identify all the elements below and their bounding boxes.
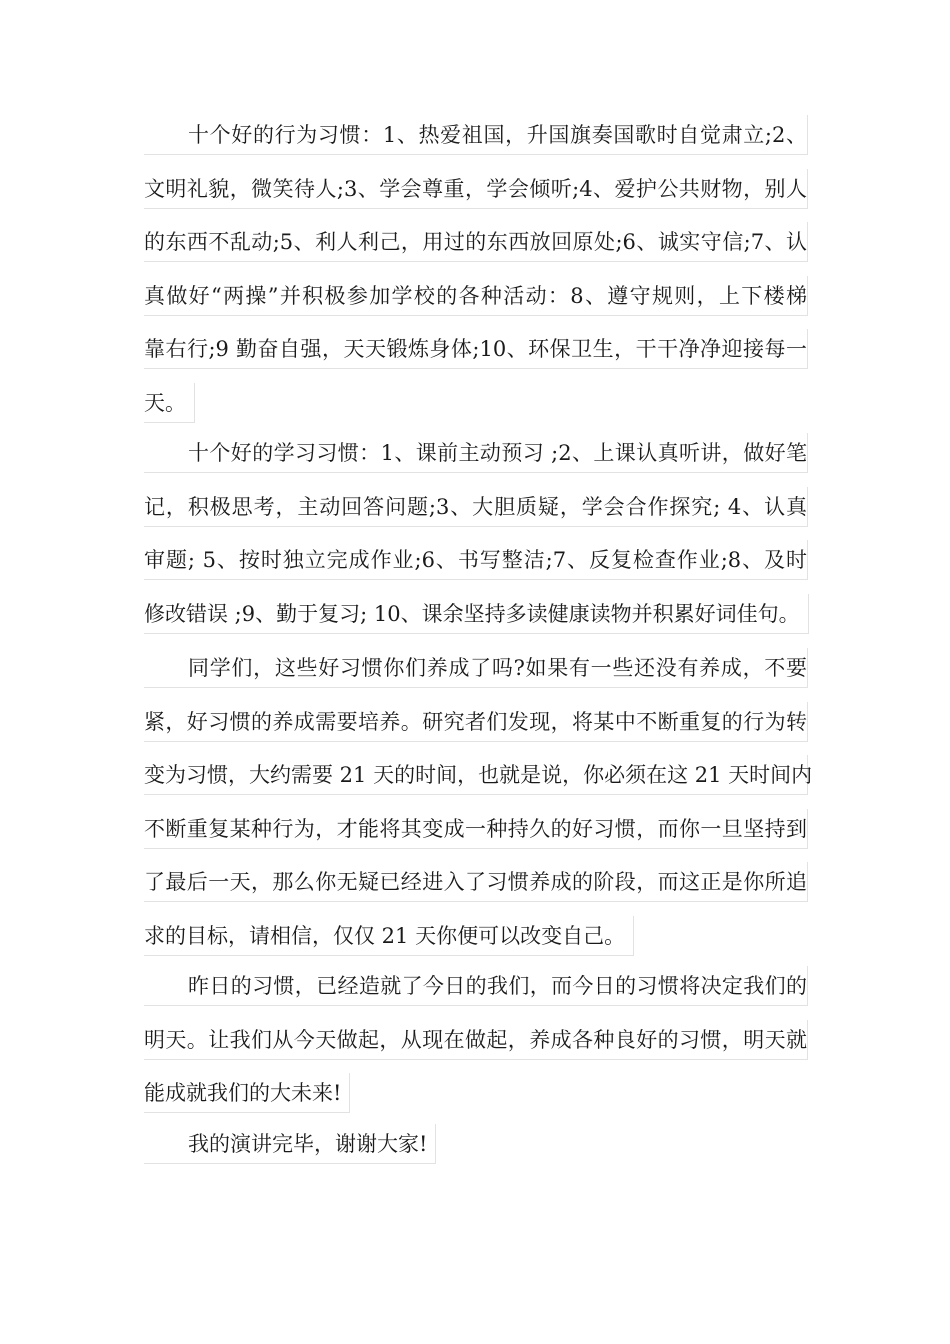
text-line: 同学们，这些好习惯你们养成了吗?如果有一些还没有养成，不要 — [144, 648, 808, 688]
text-line: 十个好的学习习惯：1、课前主动预习 ;2、上课认真听讲，做好笔 — [144, 433, 808, 473]
text-line: 了最后一天，那么你无疑已经进入了习惯养成的阶段，而这正是你所追 — [144, 862, 808, 902]
text-line: 紧，好习惯的养成需要培养。研究者们发现，将某中不断重复的行为转 — [144, 702, 808, 742]
text-line: 明天。让我们从今天做起，从现在做起，养成各种良好的习惯，明天就 — [144, 1020, 808, 1060]
paragraph-future — [144, 966, 808, 1127]
text-line: 文明礼貌，微笑待人;3、学会尊重，学会倾听;4、爱护公共财物，别人 — [144, 169, 808, 209]
text-line: 修改错误 ;9、勤于复习; 10、课余坚持多读健康读物并积累好词佳句。 — [144, 594, 809, 634]
text-line: 变为习惯，大约需要 21 天的时间，也就是说，你必须在这 21 天时间内 — [144, 755, 808, 795]
text-line: 我的演讲完毕，谢谢大家! — [144, 1124, 436, 1164]
text-line: 昨日的习惯，已经造就了今日的我们，而今日的习惯将决定我们的 — [144, 966, 808, 1006]
paragraph-study-habits — [144, 433, 808, 647]
text-line: 审题; 5、按时独立完成作业;6、书写整洁;7、反复检查作业;8、及时 — [144, 540, 808, 580]
text-line: 天。 — [144, 383, 195, 423]
paragraph-closing — [144, 1124, 808, 1178]
paragraph-21-days — [144, 648, 813, 969]
text-line: 求的目标，请相信，仅仅 21 天你便可以改变自己。 — [144, 916, 634, 956]
text-line: 的东西不乱动;5、利人利己，用过的东西放回原处;6、诚实守信;7、认 — [144, 222, 808, 262]
text-line: 真做好“两操”并积极参加学校的各种活动：8、遵守规则，上下楼梯 — [144, 276, 808, 316]
text-line: 记，积极思考，主动回答问题;3、大胆质疑，学会合作探究; 4、认真 — [144, 487, 808, 527]
text-line: 靠右行;9 勤奋自强，天天锻炼身体;10、环保卫生，干干净净迎接每一 — [144, 329, 808, 369]
paragraph-behavior-habits — [144, 115, 808, 436]
text-line: 不断重复某种行为，才能将其变成一种持久的好习惯，而你一旦坚持到 — [144, 809, 808, 849]
text-line: 十个好的行为习惯：1、热爱祖国，升国旗奏国歌时自觉肃立;2、 — [144, 115, 808, 155]
text-line: 能成就我们的大未来! — [144, 1073, 350, 1113]
